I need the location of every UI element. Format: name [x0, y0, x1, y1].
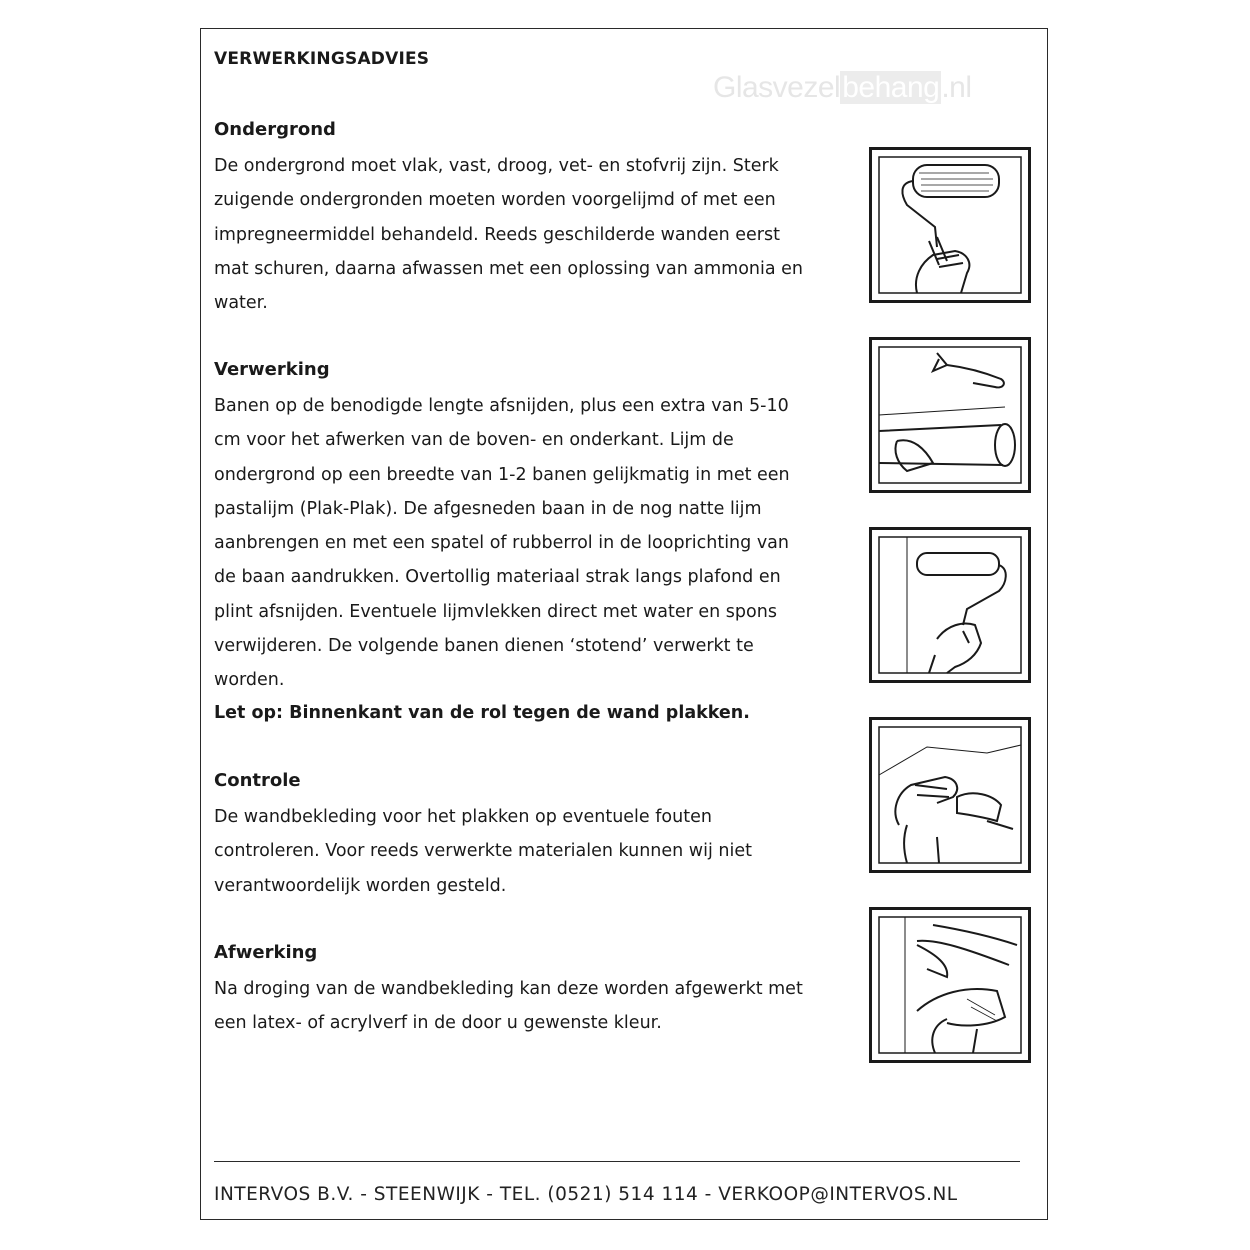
footer-divider	[214, 1161, 1020, 1162]
watermark	[713, 71, 972, 105]
section-heading: Controle	[214, 770, 301, 791]
pressing-hand-icon	[869, 907, 1031, 1063]
section-body: Na droging van de wandbekleding kan deze worden afgewerkt met een latex- of acrylverf in de door u gewenste kleur.	[214, 979, 803, 1034]
section-body: Banen op de benodigde lengte afsnijden, plus een extra van 5-10 cm voor het afwerken van de boven- en onderkant. Lijm de ondergrond op een breedte van 1-2 banen gelijkmatig in met een pastalijm (Plak-Plak). De afgesneden baan in de nog natte lijm aanbrengen en met een spatel of rubberrol in de looprichting van de baan aandrukken. Overtollig materiaal strak langs plafond en plint afsnijden. Eventuele lijmvlekken direct met water en spons verwijderen. De volgende banen dienen ‘stotend’ verwerkt te worden.	[214, 396, 790, 691]
section-note: Let op: Binnenkant van de rol tegen de wand plakken.	[214, 702, 750, 723]
section-heading: Afwerking	[214, 942, 318, 963]
section-ondergrond	[214, 117, 804, 320]
watermark-prefix: Glasvezel	[713, 71, 841, 104]
section-heading: Verwerking	[214, 359, 330, 380]
paper-roll-icon	[869, 337, 1031, 493]
smoothing-hands-icon	[869, 717, 1031, 873]
section-controle	[214, 768, 804, 903]
section-afwerking	[214, 940, 804, 1041]
section-verwerking	[214, 357, 804, 728]
watermark-suffix: .nl	[941, 71, 972, 104]
instruction-sheet	[200, 28, 1048, 1220]
section-body: De wandbekleding voor het plakken op eventuele fouten controleren. Voor reeds verwerkte materialen kunnen wij niet verantwoordelijk worden gesteld.	[214, 807, 752, 896]
paint-roller-icon	[869, 147, 1031, 303]
watermark-highlight: behang	[842, 71, 940, 104]
section-body: De ondergrond moet vlak, vast, droog, vet- en stofvrij zijn. Sterk zuigende ondergronden moeten worden voorgelijmd of met een impregneermiddel behandeld. Reeds geschilderde wanden eerst mat schuren, daarna afwassen met een oplossing van ammonia en water.	[214, 156, 804, 314]
document-title: VERWERKINGSADVIES	[214, 49, 430, 69]
roller-on-wall-icon	[869, 527, 1031, 683]
footer-contact: INTERVOS B.V. - STEENWIJK - TEL. (0521) 514 114 - VERKOOP@INTERVOS.NL	[214, 1184, 958, 1205]
section-heading: Ondergrond	[214, 119, 336, 140]
